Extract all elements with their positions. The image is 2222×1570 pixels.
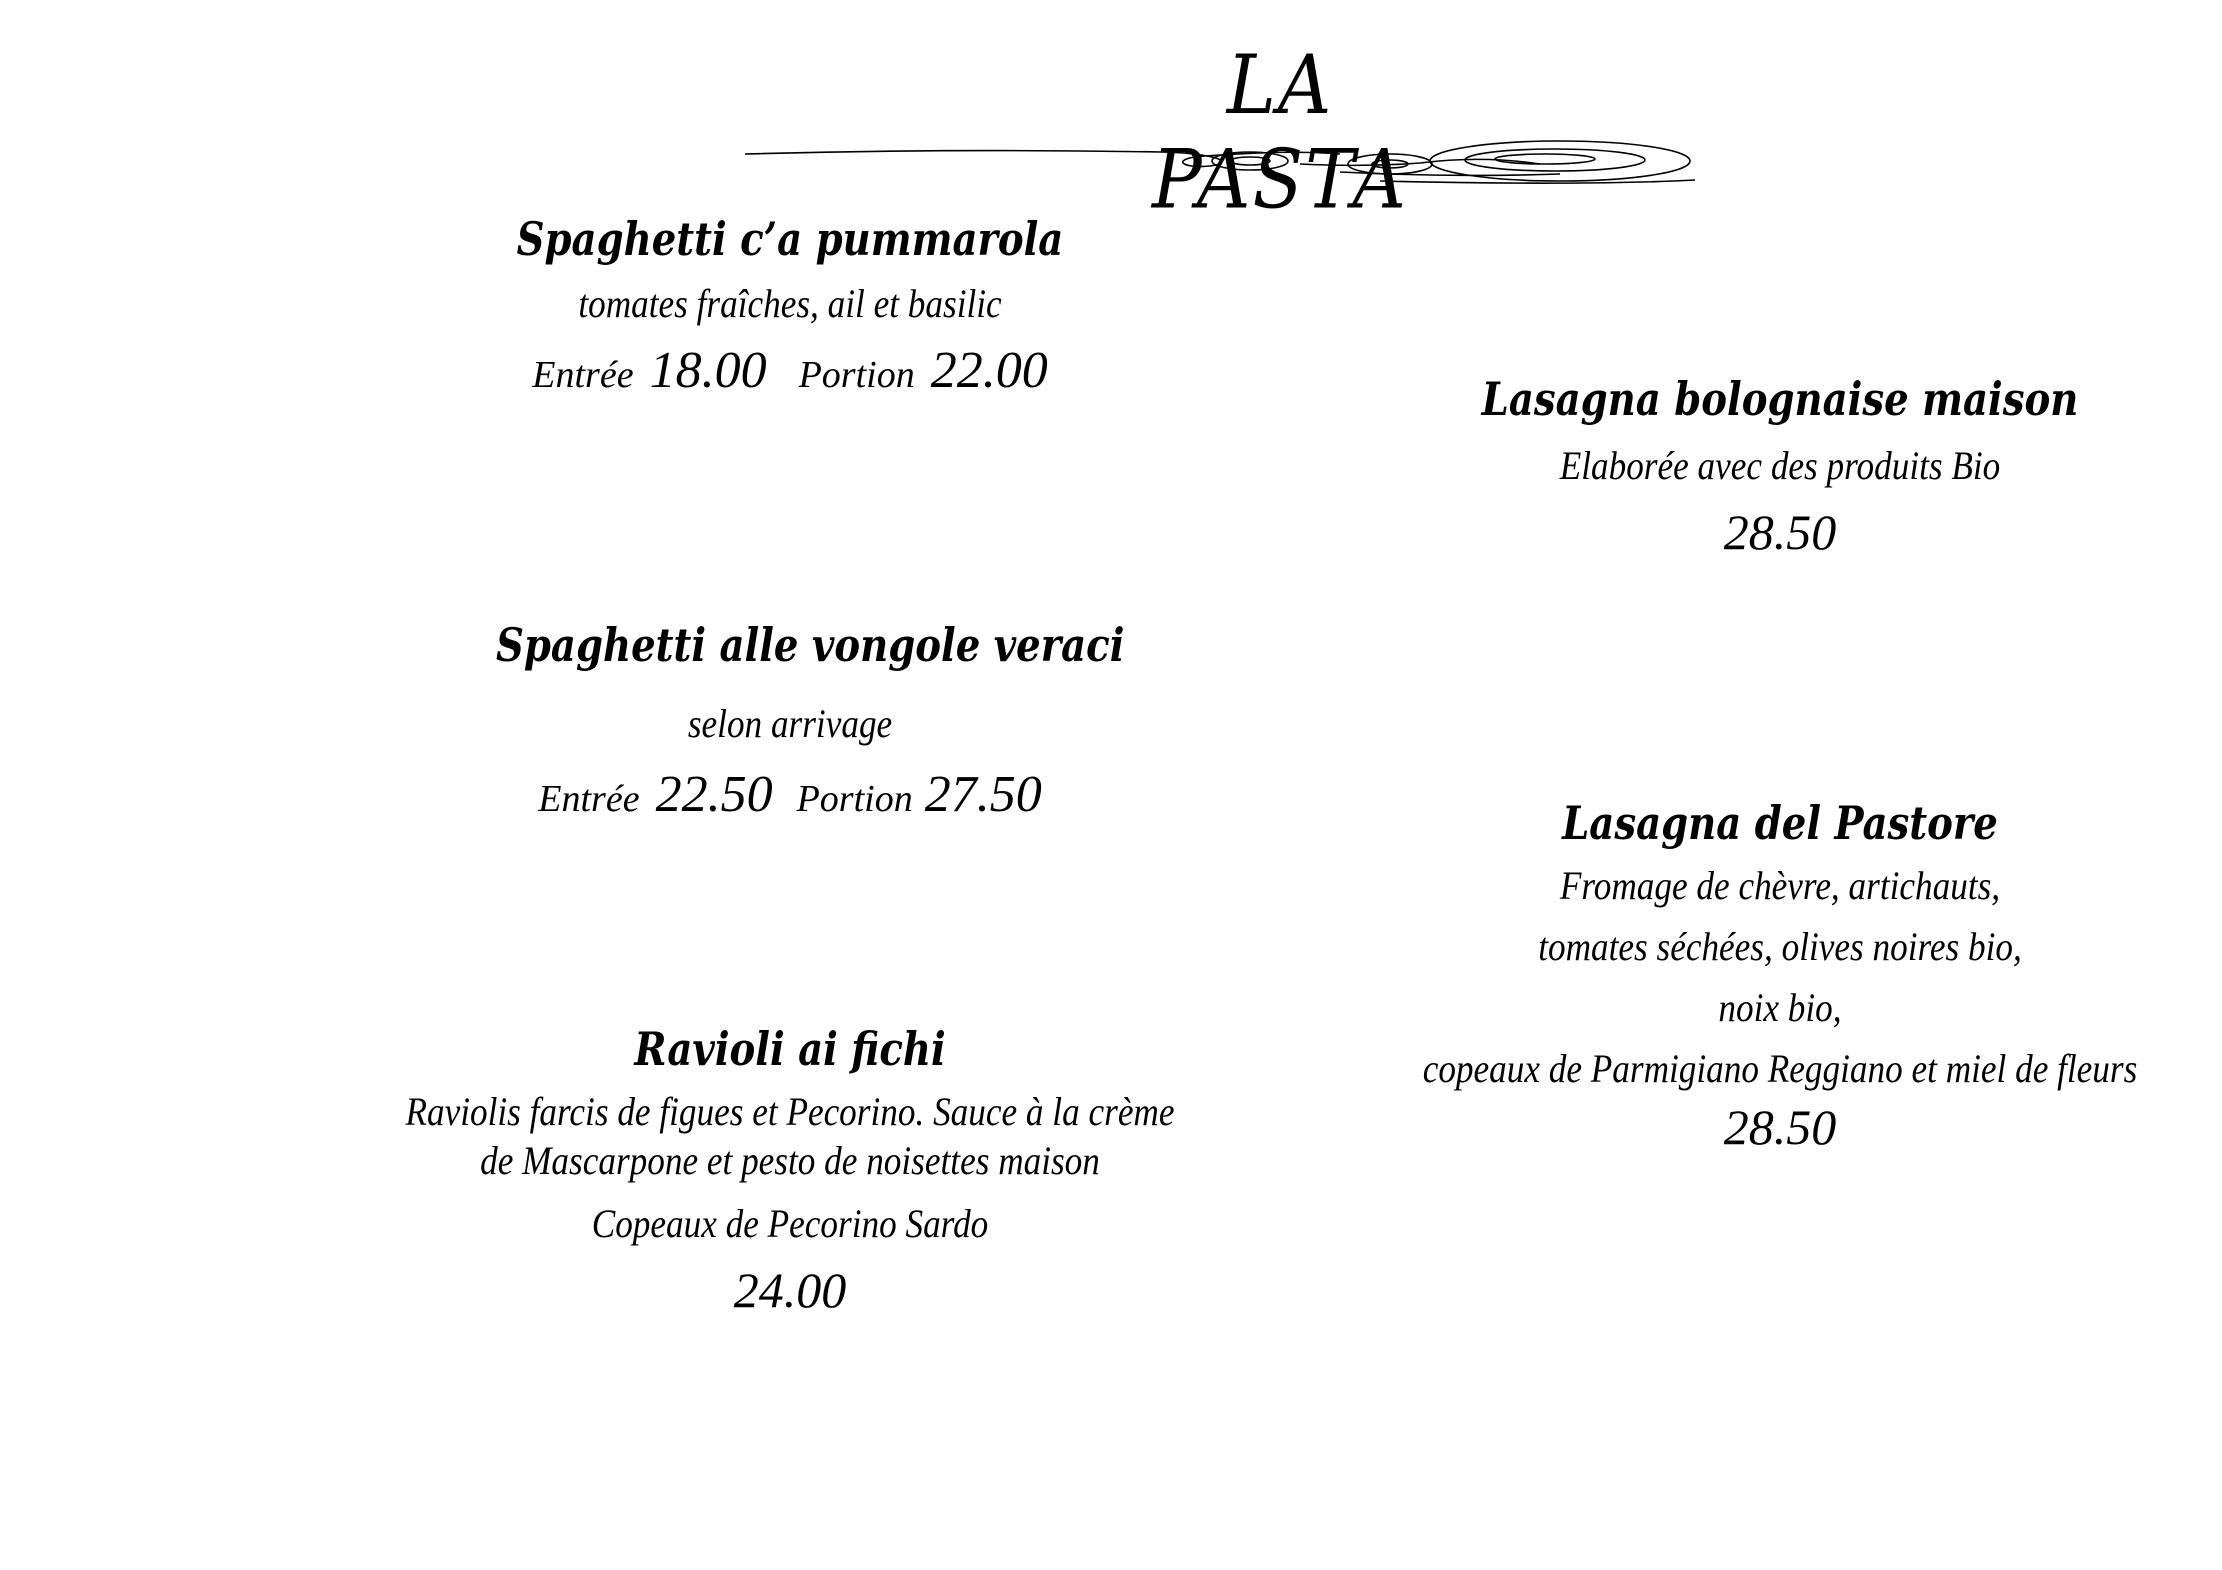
item-name: Spaghetti alle vongole veraci xyxy=(496,618,1125,672)
flourish-ornament xyxy=(740,136,1710,196)
entree-price: 22.50 xyxy=(655,766,773,823)
item-name: Lasagna del Pastore xyxy=(1562,796,1998,850)
menu-item-spaghetti-vongole xyxy=(440,618,1140,824)
portion-label: Portion xyxy=(796,778,913,820)
item-price-line xyxy=(440,765,1140,824)
item-name: Ravioli ai fichi xyxy=(634,1022,946,1076)
item-name: Lasagna bolognaise maison xyxy=(1481,372,2079,426)
entree-label: Entrée xyxy=(532,354,634,396)
item-price: 28.50 xyxy=(1723,504,1837,560)
menu-item-lasagna-bolognaise xyxy=(1380,372,2180,561)
item-description-line: Raviolis farcis de figues et Pecorino. Sauce à la crème xyxy=(405,1089,1175,1134)
item-description: selon arrivage xyxy=(687,701,893,746)
page-title: LA PASTA xyxy=(1152,38,1408,228)
entree-price: 18.00 xyxy=(649,342,767,399)
menu-item-spaghetti-pummarola xyxy=(440,212,1140,400)
menu-item-ravioli-fichi xyxy=(300,1022,1280,1319)
item-price: 28.50 xyxy=(1723,1099,1837,1155)
item-description-line: noix bio, xyxy=(1718,985,1842,1030)
item-description: Elaborée avec des produits Bio xyxy=(1559,443,2001,488)
item-description-line: copeaux de Parmigiano Reggiano et miel de fleurs xyxy=(1422,1046,2138,1091)
item-name: Spaghetti c’a pummarola xyxy=(516,212,1064,266)
item-description-line: de Mascarpone et pesto de noisettes maison xyxy=(480,1138,1100,1183)
item-description: tomates fraîches, ail et basilic xyxy=(578,281,1002,326)
portion-price: 22.00 xyxy=(930,342,1048,399)
portion-label: Portion xyxy=(798,354,915,396)
portion-price: 27.50 xyxy=(924,766,1042,823)
item-price: 24.00 xyxy=(733,1262,847,1318)
item-description-line: tomates séchées, olives noires bio, xyxy=(1538,924,2022,969)
item-description-line: Fromage de chèvre, artichauts, xyxy=(1559,863,2001,908)
item-price-line xyxy=(440,341,1140,400)
menu-item-lasagna-pastore xyxy=(1330,796,2222,1156)
entree-label: Entrée xyxy=(538,778,640,820)
item-description-line: Copeaux de Pecorino Sardo xyxy=(591,1201,989,1246)
